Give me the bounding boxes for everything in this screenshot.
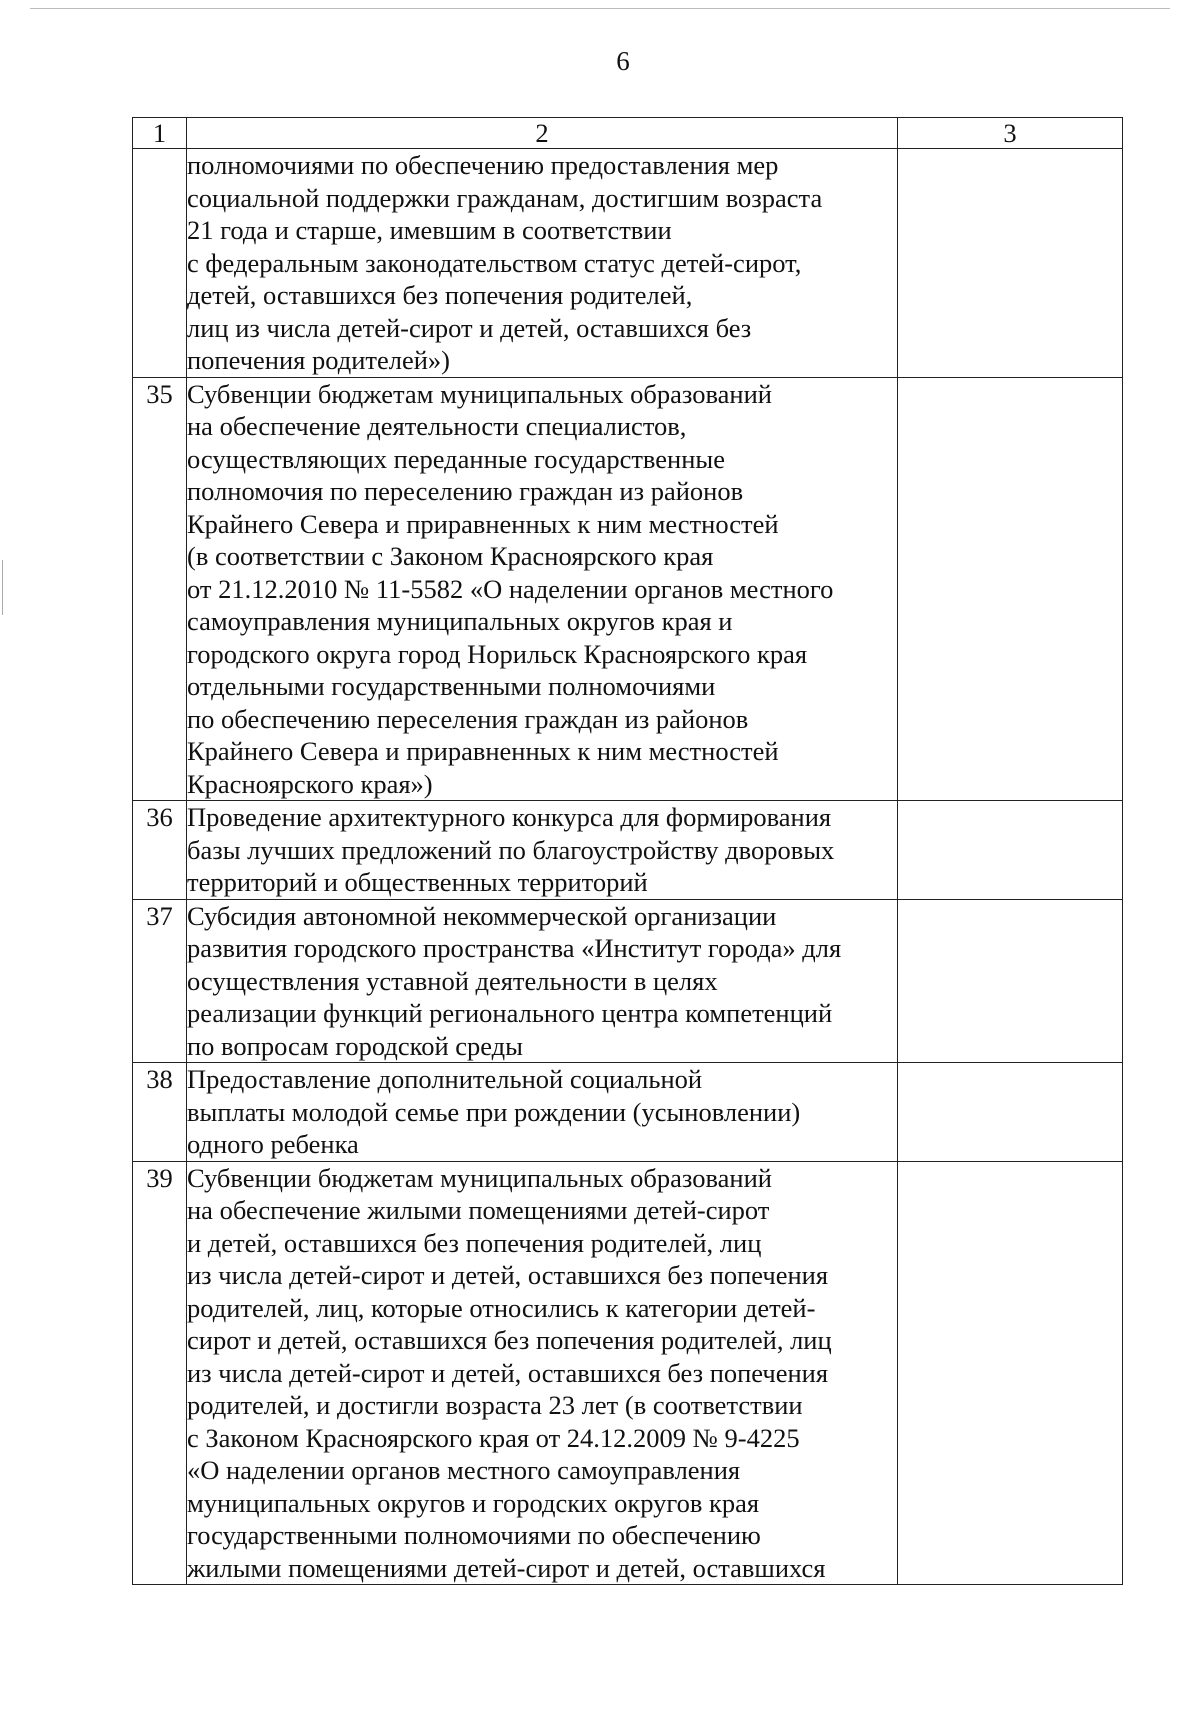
scan-top-edge-line xyxy=(30,8,1170,9)
table-row xyxy=(133,377,1123,801)
description-line: Субвенции бюджетам муниципальных образований xyxy=(187,378,772,409)
description-line: реализации функций регионального центра компетенций xyxy=(187,998,833,1028)
table-row xyxy=(133,1063,1123,1162)
description-line: самоуправления муниципальных округов края и xyxy=(187,606,733,636)
description-line: одного ребенка xyxy=(187,1129,359,1159)
row-column3-cell xyxy=(898,899,1123,1063)
row-number-cell xyxy=(133,149,187,378)
table-body xyxy=(133,149,1123,1585)
description-line: 21 года и старше, имевшим в соответствии xyxy=(187,215,672,245)
description-line: развития городского пространства «Институт города» для xyxy=(187,933,842,963)
description-line: государственными полномочиями по обеспечению xyxy=(187,1520,761,1550)
description-line: Субвенции бюджетам муниципальных образований xyxy=(187,1162,772,1193)
description-line: Предоставление дополнительной социальной xyxy=(187,1064,703,1094)
description-line: полномочия по переселению граждан из районов xyxy=(187,476,744,506)
row-column3-cell xyxy=(898,1063,1123,1162)
description-line: городского округа город Норильск Красноярского края xyxy=(187,638,808,669)
row-description-cell xyxy=(187,377,898,801)
description-line: родителей, и достигли возраста 23 лет (в соответствии xyxy=(187,1390,803,1420)
description-line: лиц из числа детей-сирот и детей, оставшихся без xyxy=(187,312,752,343)
description-line: выплаты молодой семье при рождении (усыновлении) xyxy=(187,1096,801,1127)
row-column3-cell xyxy=(898,377,1123,801)
description-line: Проведение архитектурного конкурса для формирования xyxy=(187,802,832,832)
description-line: жилыми помещениями детей-сирот и детей, оставшихся xyxy=(187,1552,826,1583)
description-line: социальной поддержки гражданам, достигшим возраста xyxy=(187,182,823,213)
row-column3-cell xyxy=(898,149,1123,378)
description-line: осуществления уставной деятельности в целях xyxy=(187,965,718,996)
description-line: Крайнего Севера и приравненных к ним местностей xyxy=(187,508,779,539)
page-number: 6 xyxy=(616,46,630,76)
description-line: и детей, оставшихся без попечения родителей, лиц xyxy=(187,1227,762,1258)
description-line: на обеспечение деятельности специалистов, xyxy=(187,411,687,441)
description-line: отдельными государственными полномочиями xyxy=(187,671,716,701)
row-column3-cell xyxy=(898,801,1123,900)
document-table xyxy=(132,117,1123,1585)
description-line: по вопросам городской среды xyxy=(187,1030,523,1061)
row-number-cell: 37 xyxy=(133,899,187,1063)
description-line: по обеспечению переселения граждан из районов xyxy=(187,703,749,734)
description-line: на обеспечение жилыми помещениями детей-сирот xyxy=(187,1195,770,1225)
column-header-1: 1 xyxy=(133,118,187,149)
description-line: Красноярского края») xyxy=(187,768,433,799)
description-line: территорий и общественных территорий xyxy=(187,867,648,897)
description-line: Субсидия автономной некоммерческой организации xyxy=(187,900,777,931)
description-line: с федеральным законодательством статус детей-сирот, xyxy=(187,247,802,278)
table-row xyxy=(133,1161,1123,1585)
description-line: базы лучших предложений по благоустройству дворовых xyxy=(187,834,835,865)
table-header-row xyxy=(133,118,1123,149)
row-number-cell: 36 xyxy=(133,801,187,900)
row-description-cell xyxy=(187,899,898,1063)
row-number-cell: 38 xyxy=(133,1063,187,1162)
table-row xyxy=(133,801,1123,900)
description-line: с Законом Красноярского края от 24.12.2009 № 9-4225 xyxy=(187,1422,800,1453)
row-number-cell: 35 xyxy=(133,377,187,801)
row-description-cell xyxy=(187,801,898,900)
scan-left-edge-mark xyxy=(2,560,3,615)
description-line: попечения родителей») xyxy=(187,345,450,375)
description-line: сирот и детей, оставшихся без попечения родителей, лиц xyxy=(187,1325,832,1355)
row-description-cell xyxy=(187,1063,898,1162)
description-line: из числа детей-сирот и детей, оставшихся без попечения xyxy=(187,1357,829,1388)
row-description-cell xyxy=(187,1161,898,1585)
table-row xyxy=(133,899,1123,1063)
column-header-3: 3 xyxy=(898,118,1123,149)
description-line: Крайнего Севера и приравненных к ним местностей xyxy=(187,736,779,766)
row-description-cell xyxy=(187,149,898,378)
description-line: от 21.12.2010 № 11-5582 «О наделении органов местного xyxy=(187,573,834,604)
description-line: осуществляющих переданные государственные xyxy=(187,443,725,474)
description-line: муниципальных округов и городских округов края xyxy=(187,1487,760,1518)
column-header-2: 2 xyxy=(187,118,898,149)
description-line: родителей, лиц, которые относились к категории детей- xyxy=(187,1292,816,1323)
description-line: «О наделении органов местного самоуправления xyxy=(187,1455,741,1485)
description-line: из числа детей-сирот и детей, оставшихся без попечения xyxy=(187,1260,829,1290)
row-number-cell: 39 xyxy=(133,1161,187,1585)
description-line: полномочиями по обеспечению предоставления мер xyxy=(187,150,779,180)
description-line: детей, оставшихся без попечения родителей, xyxy=(187,280,693,310)
table-row xyxy=(133,149,1123,378)
description-line: (в соответствии с Законом Красноярского края xyxy=(187,541,714,571)
row-column3-cell xyxy=(898,1161,1123,1585)
